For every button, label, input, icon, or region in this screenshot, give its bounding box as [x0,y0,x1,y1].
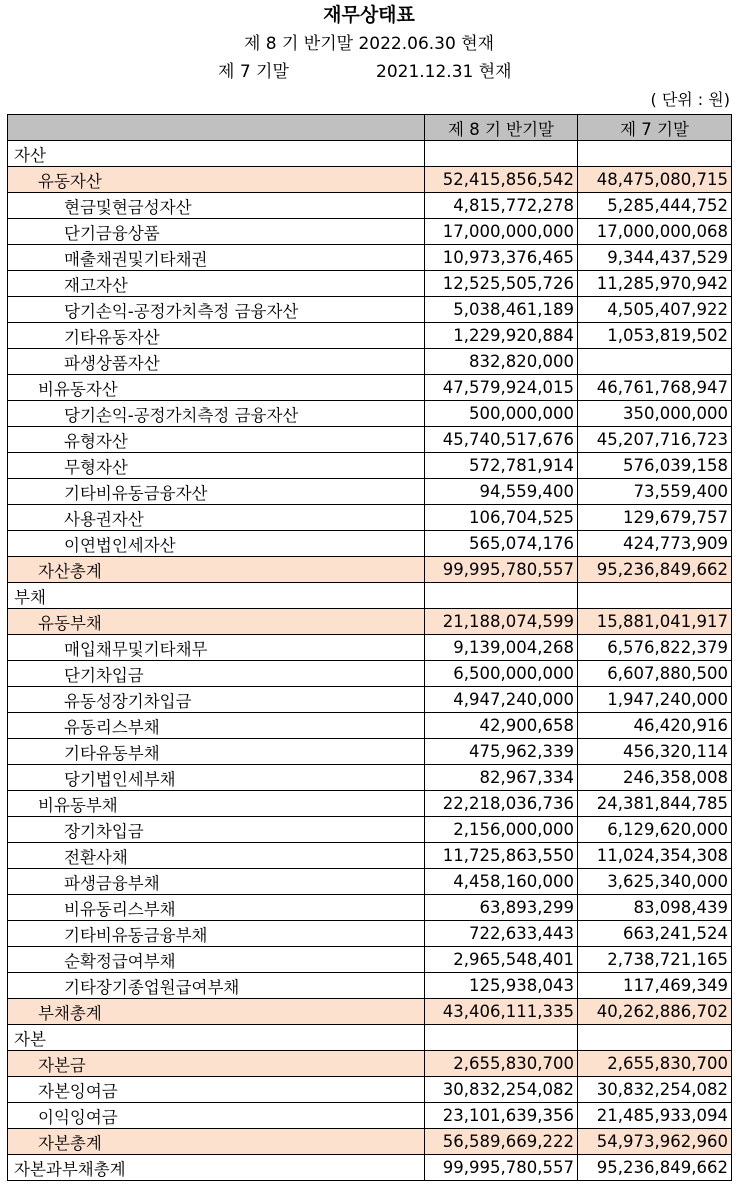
row-current-value: 12,525,505,726 [425,271,578,297]
table-row [8,479,732,505]
row-label: 유동성장기차입금 [8,687,425,713]
row-current-value: 94,559,400 [425,479,578,505]
row-label: 매출채권및기타채권 [8,245,425,271]
row-prior-value: 11,024,354,308 [578,843,732,869]
row-label: 비유동부채 [8,791,425,817]
row-current-value: 4,458,160,000 [425,869,578,895]
row-current-value: 21,188,074,599 [425,609,578,635]
row-current-value: 22,218,036,736 [425,791,578,817]
row-current-value: 500,000,000 [425,401,578,427]
table-row [8,401,732,427]
table-row [8,791,732,817]
unit-note: ( 단위 : 원) [650,90,730,109]
row-prior-value: 46,420,916 [578,713,732,739]
row-prior-value: 2,655,830,700 [578,1051,732,1077]
table-row [8,141,732,167]
row-prior-value: 83,098,439 [578,895,732,921]
row-label: 자본금 [8,1051,425,1077]
row-label: 비유동리스부채 [8,895,425,921]
row-prior-value: 5,285,444,752 [578,193,732,219]
row-current-value: 82,967,334 [425,765,578,791]
table-row [8,167,732,193]
row-label: 기타장기종업원급여부채 [8,973,425,999]
row-label: 자본잉여금 [8,1077,425,1103]
row-label: 기타비유동금융자산 [8,479,425,505]
row-prior-value: 30,832,254,082 [578,1077,732,1103]
row-current-value [425,1025,578,1051]
row-current-value: 2,965,548,401 [425,947,578,973]
row-current-value: 1,229,920,884 [425,323,578,349]
row-prior-value: 129,679,757 [578,505,732,531]
table-row [8,297,732,323]
table-row [8,739,732,765]
row-current-value: 722,633,443 [425,921,578,947]
table-row [8,999,732,1025]
table-row [8,1077,732,1103]
table-row [8,557,732,583]
row-label: 당기손익-공정가치측정 금융자산 [8,401,425,427]
row-label: 당기법인세부채 [8,765,425,791]
row-label: 장기차입금 [8,817,425,843]
row-label: 사용권자산 [8,505,425,531]
row-label: 유형자산 [8,427,425,453]
row-label: 비유동자산 [8,375,425,401]
table-row [8,531,732,557]
row-prior-value [578,141,732,167]
row-current-value: 23,101,639,356 [425,1103,578,1129]
row-current-value: 832,820,000 [425,349,578,375]
table-row [8,271,732,297]
row-prior-value: 15,881,041,917 [578,609,732,635]
row-prior-value: 46,761,768,947 [578,375,732,401]
table-row [8,973,732,999]
table-row [8,661,732,687]
row-label: 재고자산 [8,271,425,297]
current-period: 제 8 기 반기말 2022.06.30 현재 [243,34,495,54]
row-prior-value: 24,381,844,785 [578,791,732,817]
row-current-value: 63,893,299 [425,895,578,921]
row-current-value: 475,962,339 [425,739,578,765]
table-row [8,1129,732,1155]
table-row [8,323,732,349]
table-row [8,219,732,245]
row-label: 기타비유동금융부채 [8,921,425,947]
row-label: 기타유동부채 [8,739,425,765]
row-current-value: 572,781,914 [425,453,578,479]
row-label: 자본과부채총계 [8,1155,425,1181]
row-label: 유동리스부채 [8,713,425,739]
row-prior-value: 1,947,240,000 [578,687,732,713]
table-row [8,921,732,947]
row-label: 단기금융상품 [8,219,425,245]
row-prior-value [578,349,732,375]
row-prior-value: 2,738,721,165 [578,947,732,973]
row-current-value: 6,500,000,000 [425,661,578,687]
row-prior-value: 663,241,524 [578,921,732,947]
row-prior-value: 48,475,080,715 [578,167,732,193]
row-label: 자본 [8,1025,425,1051]
row-label: 부채총계 [8,999,425,1025]
row-current-value: 9,139,004,268 [425,635,578,661]
row-prior-value [578,583,732,609]
row-label: 부채 [8,583,425,609]
row-current-value: 4,815,772,278 [425,193,578,219]
table-row [8,453,732,479]
row-label: 파생상품자산 [8,349,425,375]
table-row [8,947,732,973]
row-prior-value: 54,973,962,960 [578,1129,732,1155]
row-label: 무형자산 [8,453,425,479]
row-label: 유동부채 [8,609,425,635]
table-body [8,141,732,1181]
table-row [8,895,732,921]
row-label: 자본총계 [8,1129,425,1155]
table-row [8,349,732,375]
row-current-value: 45,740,517,676 [425,427,578,453]
table-row [8,765,732,791]
table-row [8,375,732,401]
balance-sheet-table [7,114,732,1181]
row-prior-value: 9,344,437,529 [578,245,732,271]
row-prior-value: 45,207,716,723 [578,427,732,453]
row-prior-value: 95,236,849,662 [578,557,732,583]
row-prior-value: 40,262,886,702 [578,999,732,1025]
row-prior-value: 11,285,970,942 [578,271,732,297]
row-label: 자산 [8,141,425,167]
row-label: 이익잉여금 [8,1103,425,1129]
table-row [8,713,732,739]
row-current-value: 47,579,924,015 [425,375,578,401]
row-prior-value: 21,485,933,094 [578,1103,732,1129]
row-prior-value: 246,358,008 [578,765,732,791]
row-prior-value [578,1025,732,1051]
table-row [8,609,732,635]
table-row [8,505,732,531]
row-current-value: 17,000,000,000 [425,219,578,245]
row-prior-value: 117,469,349 [578,973,732,999]
row-label: 순확정급여부채 [8,947,425,973]
table-header-row [8,115,732,141]
row-label: 이연법인세자산 [8,531,425,557]
row-prior-value: 6,129,620,000 [578,817,732,843]
table-row [8,869,732,895]
row-prior-value: 424,773,909 [578,531,732,557]
row-current-value: 2,156,000,000 [425,817,578,843]
table-row [8,1103,732,1129]
row-prior-value: 73,559,400 [578,479,732,505]
row-prior-value: 95,236,849,662 [578,1155,732,1181]
row-prior-value: 576,039,158 [578,453,732,479]
row-current-value: 565,074,176 [425,531,578,557]
header-prior: 제 7 기말 [578,115,732,141]
row-current-value: 52,415,856,542 [425,167,578,193]
row-current-value: 56,589,669,222 [425,1129,578,1155]
row-prior-value: 350,000,000 [578,401,732,427]
prior-period-label: 제 7 기말 [218,62,289,82]
row-label: 현금및현금성자산 [8,193,425,219]
header-current: 제 8 기 반기말 [425,115,578,141]
row-prior-value: 6,576,822,379 [578,635,732,661]
row-prior-value: 3,625,340,000 [578,869,732,895]
row-prior-value: 6,607,880,500 [578,661,732,687]
row-current-value [425,141,578,167]
row-prior-value: 456,320,114 [578,739,732,765]
table-row [8,193,732,219]
statement-title: 재무상태표 [323,4,415,26]
row-current-value: 42,900,658 [425,713,578,739]
row-label: 파생금융부채 [8,869,425,895]
table-row [8,427,732,453]
row-label: 매입채무및기타채무 [8,635,425,661]
row-current-value: 11,725,863,550 [425,843,578,869]
row-label: 기타유동자산 [8,323,425,349]
row-current-value [425,583,578,609]
prior-period-date: 2021.12.31 현재 [376,62,512,82]
row-current-value: 10,973,376,465 [425,245,578,271]
row-current-value: 30,832,254,082 [425,1077,578,1103]
row-label: 단기차입금 [8,661,425,687]
row-current-value: 43,406,111,335 [425,999,578,1025]
row-current-value: 99,995,780,557 [425,557,578,583]
row-current-value: 2,655,830,700 [425,1051,578,1077]
table-row [8,1155,732,1181]
table-row [8,245,732,271]
table-row [8,1051,732,1077]
row-label: 유동자산 [8,167,425,193]
row-current-value: 125,938,043 [425,973,578,999]
table-row [8,687,732,713]
row-prior-value: 4,505,407,922 [578,297,732,323]
row-prior-value: 17,000,000,068 [578,219,732,245]
table-row [8,817,732,843]
row-current-value: 99,995,780,557 [425,1155,578,1181]
table-row [8,583,732,609]
row-label: 당기손익-공정가치측정 금융자산 [8,297,425,323]
prior-period [0,58,738,86]
row-current-value: 5,038,461,189 [425,297,578,323]
table-row [8,635,732,661]
row-current-value: 106,704,525 [425,505,578,531]
table-row [8,843,732,869]
row-prior-value: 1,053,819,502 [578,323,732,349]
row-label: 전환사채 [8,843,425,869]
row-label: 자산총계 [8,557,425,583]
row-current-value: 4,947,240,000 [425,687,578,713]
table-row [8,1025,732,1051]
header-label [8,115,425,141]
